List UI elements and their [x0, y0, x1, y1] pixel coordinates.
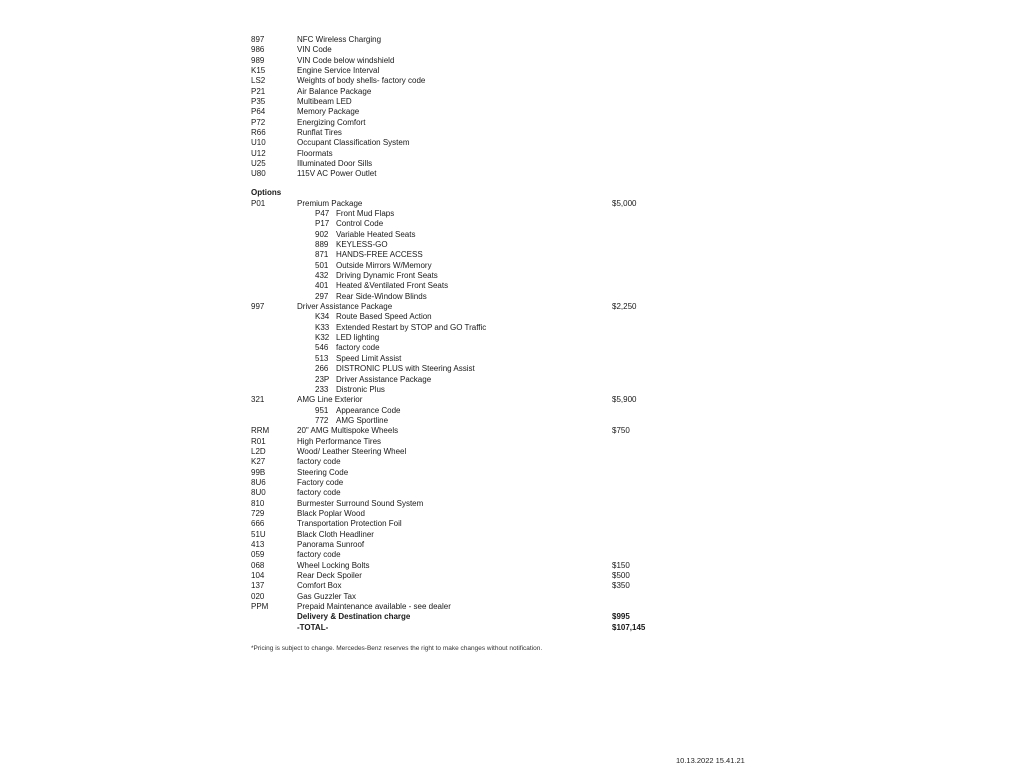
item-description: Occupant Classification System — [297, 138, 410, 148]
item-code: U25 — [251, 159, 266, 169]
option-description: factory code — [297, 457, 341, 467]
package-subitem-row — [251, 312, 691, 322]
item-code: 897 — [251, 35, 265, 44]
package-subitem-row — [251, 333, 691, 343]
package-subitem-row — [251, 354, 691, 364]
subitem-description: HANDS-FREE ACCESS — [336, 250, 423, 260]
option-code: 020 — [251, 591, 265, 601]
item-code: P35 — [251, 97, 266, 107]
option-description: Prepaid Maintenance available - see dealer — [297, 602, 451, 612]
option-code: 8U6 — [251, 477, 266, 487]
option-description: Comfort Box — [297, 581, 342, 591]
package-subitem-row — [251, 271, 691, 281]
subitem-code: K33 — [315, 322, 330, 332]
option-row — [251, 550, 691, 560]
item-code: U80 — [251, 169, 266, 179]
total-row — [251, 623, 691, 633]
option-description: Panorama Sunroof — [297, 540, 365, 549]
delivery-price: $995 — [612, 612, 630, 622]
item-code: P64 — [251, 107, 266, 117]
package-subitem-row — [251, 323, 691, 333]
option-description: factory code — [297, 550, 341, 560]
total-label: -TOTAL- — [297, 622, 329, 632]
subitem-code: K32 — [315, 333, 330, 343]
item-code: 986 — [251, 45, 265, 55]
option-row — [251, 530, 691, 540]
option-code: 104 — [251, 571, 265, 581]
item-description: Floormats — [297, 148, 333, 158]
option-description: Black Cloth Headliner — [297, 529, 374, 539]
option-code: 51U — [251, 529, 266, 539]
option-price: $2,250 — [612, 302, 637, 312]
option-code: 99B — [251, 467, 266, 477]
option-code: P01 — [251, 198, 266, 208]
option-code: K27 — [251, 457, 266, 467]
subitem-code: 23P — [315, 374, 330, 384]
option-description: Premium Package — [297, 198, 363, 208]
item-description: VIN Code — [297, 45, 332, 55]
option-row — [251, 478, 691, 488]
option-row — [251, 540, 691, 550]
option-row — [251, 519, 691, 529]
subitem-description: factory code — [336, 343, 380, 353]
item-description: Illuminated Door Sills — [297, 159, 373, 169]
subitem-code: 401 — [315, 281, 329, 291]
subitem-description: Extended Restart by STOP and GO Traffic — [336, 322, 487, 332]
option-description: Transportation Protection Foil — [297, 519, 402, 529]
option-price: $500 — [612, 571, 630, 581]
item-description: Runflat Tires — [297, 128, 342, 138]
subitem-code: 297 — [315, 291, 329, 301]
delivery-label: Delivery & Destination charge — [297, 612, 411, 622]
option-price: $150 — [612, 560, 630, 570]
subitem-code: P17 — [315, 219, 330, 229]
item-code: LS2 — [251, 76, 266, 86]
item-code: R66 — [251, 128, 266, 138]
window-sticker-sheet — [251, 35, 691, 633]
options-title: Options — [251, 188, 282, 198]
option-row — [251, 581, 691, 591]
subitem-code: P47 — [315, 209, 330, 218]
option-code: 137 — [251, 581, 265, 591]
option-description: 20" AMG Multispoke Wheels — [297, 426, 399, 436]
subitem-code: 889 — [315, 240, 329, 250]
option-code: 997 — [251, 302, 265, 312]
option-row — [251, 426, 691, 436]
subitem-code: 871 — [315, 250, 329, 260]
standard-item-row — [251, 35, 691, 45]
option-code: 413 — [251, 540, 265, 549]
item-description: VIN Code below windshield — [297, 55, 395, 65]
subitem-description: Appearance Code — [336, 405, 401, 415]
option-code: L2D — [251, 446, 266, 456]
delivery-row — [251, 612, 691, 622]
option-description: Rear Deck Spoiler — [297, 571, 362, 581]
standard-item-row — [251, 159, 691, 169]
option-row — [251, 499, 691, 509]
standard-item-row — [251, 66, 691, 76]
total-price: $107,145 — [612, 622, 646, 632]
option-code: 068 — [251, 560, 265, 570]
options-heading — [251, 188, 691, 198]
standard-item-row — [251, 118, 691, 128]
item-description: Multibeam LED — [297, 97, 352, 107]
option-price: $350 — [612, 581, 630, 591]
package-subitem-row — [251, 250, 691, 260]
option-row — [251, 509, 691, 519]
standard-item-row — [251, 97, 691, 107]
subitem-description: DISTRONIC PLUS with Steering Assist — [336, 364, 475, 374]
option-row — [251, 561, 691, 571]
options-list — [251, 199, 691, 613]
subitem-description: LED lighting — [336, 333, 380, 343]
item-description: Memory Package — [297, 107, 360, 117]
package-subitem-row — [251, 281, 691, 291]
subitem-description: Outside Mirrors W/Memory — [336, 260, 432, 270]
subitem-code: 513 — [315, 353, 329, 363]
item-description: NFC Wireless Charging — [297, 35, 382, 44]
option-description: Driver Assistance Package — [297, 302, 393, 312]
standard-item-row — [251, 56, 691, 66]
option-row — [251, 457, 691, 467]
option-price: $5,900 — [612, 395, 637, 405]
package-subitem-row — [251, 209, 691, 219]
subitem-description: Driving Dynamic Front Seats — [336, 271, 438, 281]
standard-item-row — [251, 107, 691, 117]
option-code: PPM — [251, 602, 269, 612]
option-row — [251, 571, 691, 581]
subitem-code: 902 — [315, 229, 329, 239]
package-subitem-row — [251, 292, 691, 302]
option-row — [251, 602, 691, 612]
option-row — [251, 468, 691, 478]
subitem-description: Front Mud Flaps — [336, 209, 395, 218]
subitem-description: Rear Side-Window Blinds — [336, 291, 427, 301]
option-row — [251, 488, 691, 498]
item-description: Air Balance Package — [297, 86, 372, 96]
subitem-code: 266 — [315, 364, 329, 374]
package-subitem-row — [251, 343, 691, 353]
standard-item-row — [251, 87, 691, 97]
option-description: Wood/ Leather Steering Wheel — [297, 446, 407, 456]
option-price: $750 — [612, 426, 630, 436]
item-code: P72 — [251, 117, 266, 127]
standard-item-row — [251, 45, 691, 55]
option-price: $5,000 — [612, 198, 637, 208]
subitem-code: 772 — [315, 415, 329, 425]
option-code: 059 — [251, 550, 265, 560]
print-timestamp: 10.13.2022 15.41.21 — [676, 756, 745, 765]
standard-item-row — [251, 149, 691, 159]
option-row — [251, 437, 691, 447]
standard-equipment-list — [251, 35, 691, 180]
standard-item-row — [251, 169, 691, 179]
option-description: factory code — [297, 488, 341, 498]
subitem-description: Heated &Ventilated Front Seats — [336, 281, 449, 291]
option-row — [251, 592, 691, 602]
subitem-description: AMG Sportline — [336, 415, 389, 425]
option-row — [251, 395, 691, 405]
subitem-code: K34 — [315, 312, 330, 322]
option-code: RRM — [251, 426, 270, 436]
package-subitem-row — [251, 230, 691, 240]
package-subitem-row — [251, 375, 691, 385]
package-subitem-row — [251, 240, 691, 250]
package-subitem-row — [251, 261, 691, 271]
subitem-code: 546 — [315, 343, 329, 353]
option-description: Steering Code — [297, 467, 349, 477]
package-subitem-row — [251, 416, 691, 426]
item-code: U10 — [251, 138, 266, 148]
item-description: 115V AC Power Outlet — [297, 169, 377, 179]
item-code: K15 — [251, 66, 266, 76]
option-code: 321 — [251, 395, 265, 405]
item-code: U12 — [251, 148, 266, 158]
option-description: Burmester Surround Sound System — [297, 498, 424, 508]
option-code: 729 — [251, 508, 265, 518]
subitem-code: 432 — [315, 271, 329, 281]
package-subitem-row — [251, 406, 691, 416]
item-description: Engine Service Interval — [297, 66, 380, 76]
standard-item-row — [251, 128, 691, 138]
package-subitem-row — [251, 385, 691, 395]
option-description: AMG Line Exterior — [297, 395, 363, 405]
subitem-description: Speed Limit Assist — [336, 353, 402, 363]
subitem-description: Driver Assistance Package — [336, 374, 432, 384]
standard-item-row — [251, 138, 691, 148]
item-code: 989 — [251, 55, 265, 65]
option-code: 8U0 — [251, 488, 266, 498]
subitem-code: 501 — [315, 260, 329, 270]
section-gap — [251, 180, 691, 189]
item-description: Weights of body shells- factory code — [297, 76, 426, 86]
subitem-description: Control Code — [336, 219, 384, 229]
option-row — [251, 199, 691, 209]
option-description: High Performance Tires — [297, 436, 382, 446]
item-code: P21 — [251, 86, 266, 96]
item-description: Energizing Comfort — [297, 117, 366, 127]
option-code: 810 — [251, 498, 265, 508]
subitem-description: Variable Heated Seats — [336, 229, 416, 239]
subitem-description: Route Based Speed Action — [336, 312, 432, 322]
package-subitem-row — [251, 364, 691, 374]
subitem-code: 951 — [315, 405, 329, 415]
standard-item-row — [251, 76, 691, 86]
option-row — [251, 302, 691, 312]
option-code: R01 — [251, 436, 266, 446]
option-description: Black Poplar Wood — [297, 508, 365, 518]
option-description: Gas Guzzler Tax — [297, 591, 356, 601]
subitem-description: KEYLESS-GO — [336, 240, 388, 250]
option-description: Factory code — [297, 477, 344, 487]
option-code: 666 — [251, 519, 265, 529]
pricing-footnote: *Pricing is subject to change. Mercedes-Benz reserves the right to make changes without notification. — [251, 645, 543, 652]
package-subitem-row — [251, 219, 691, 229]
subitem-code: 233 — [315, 384, 329, 394]
option-description: Wheel Locking Bolts — [297, 560, 370, 570]
subitem-description: Distronic Plus — [336, 384, 385, 394]
option-row — [251, 447, 691, 457]
